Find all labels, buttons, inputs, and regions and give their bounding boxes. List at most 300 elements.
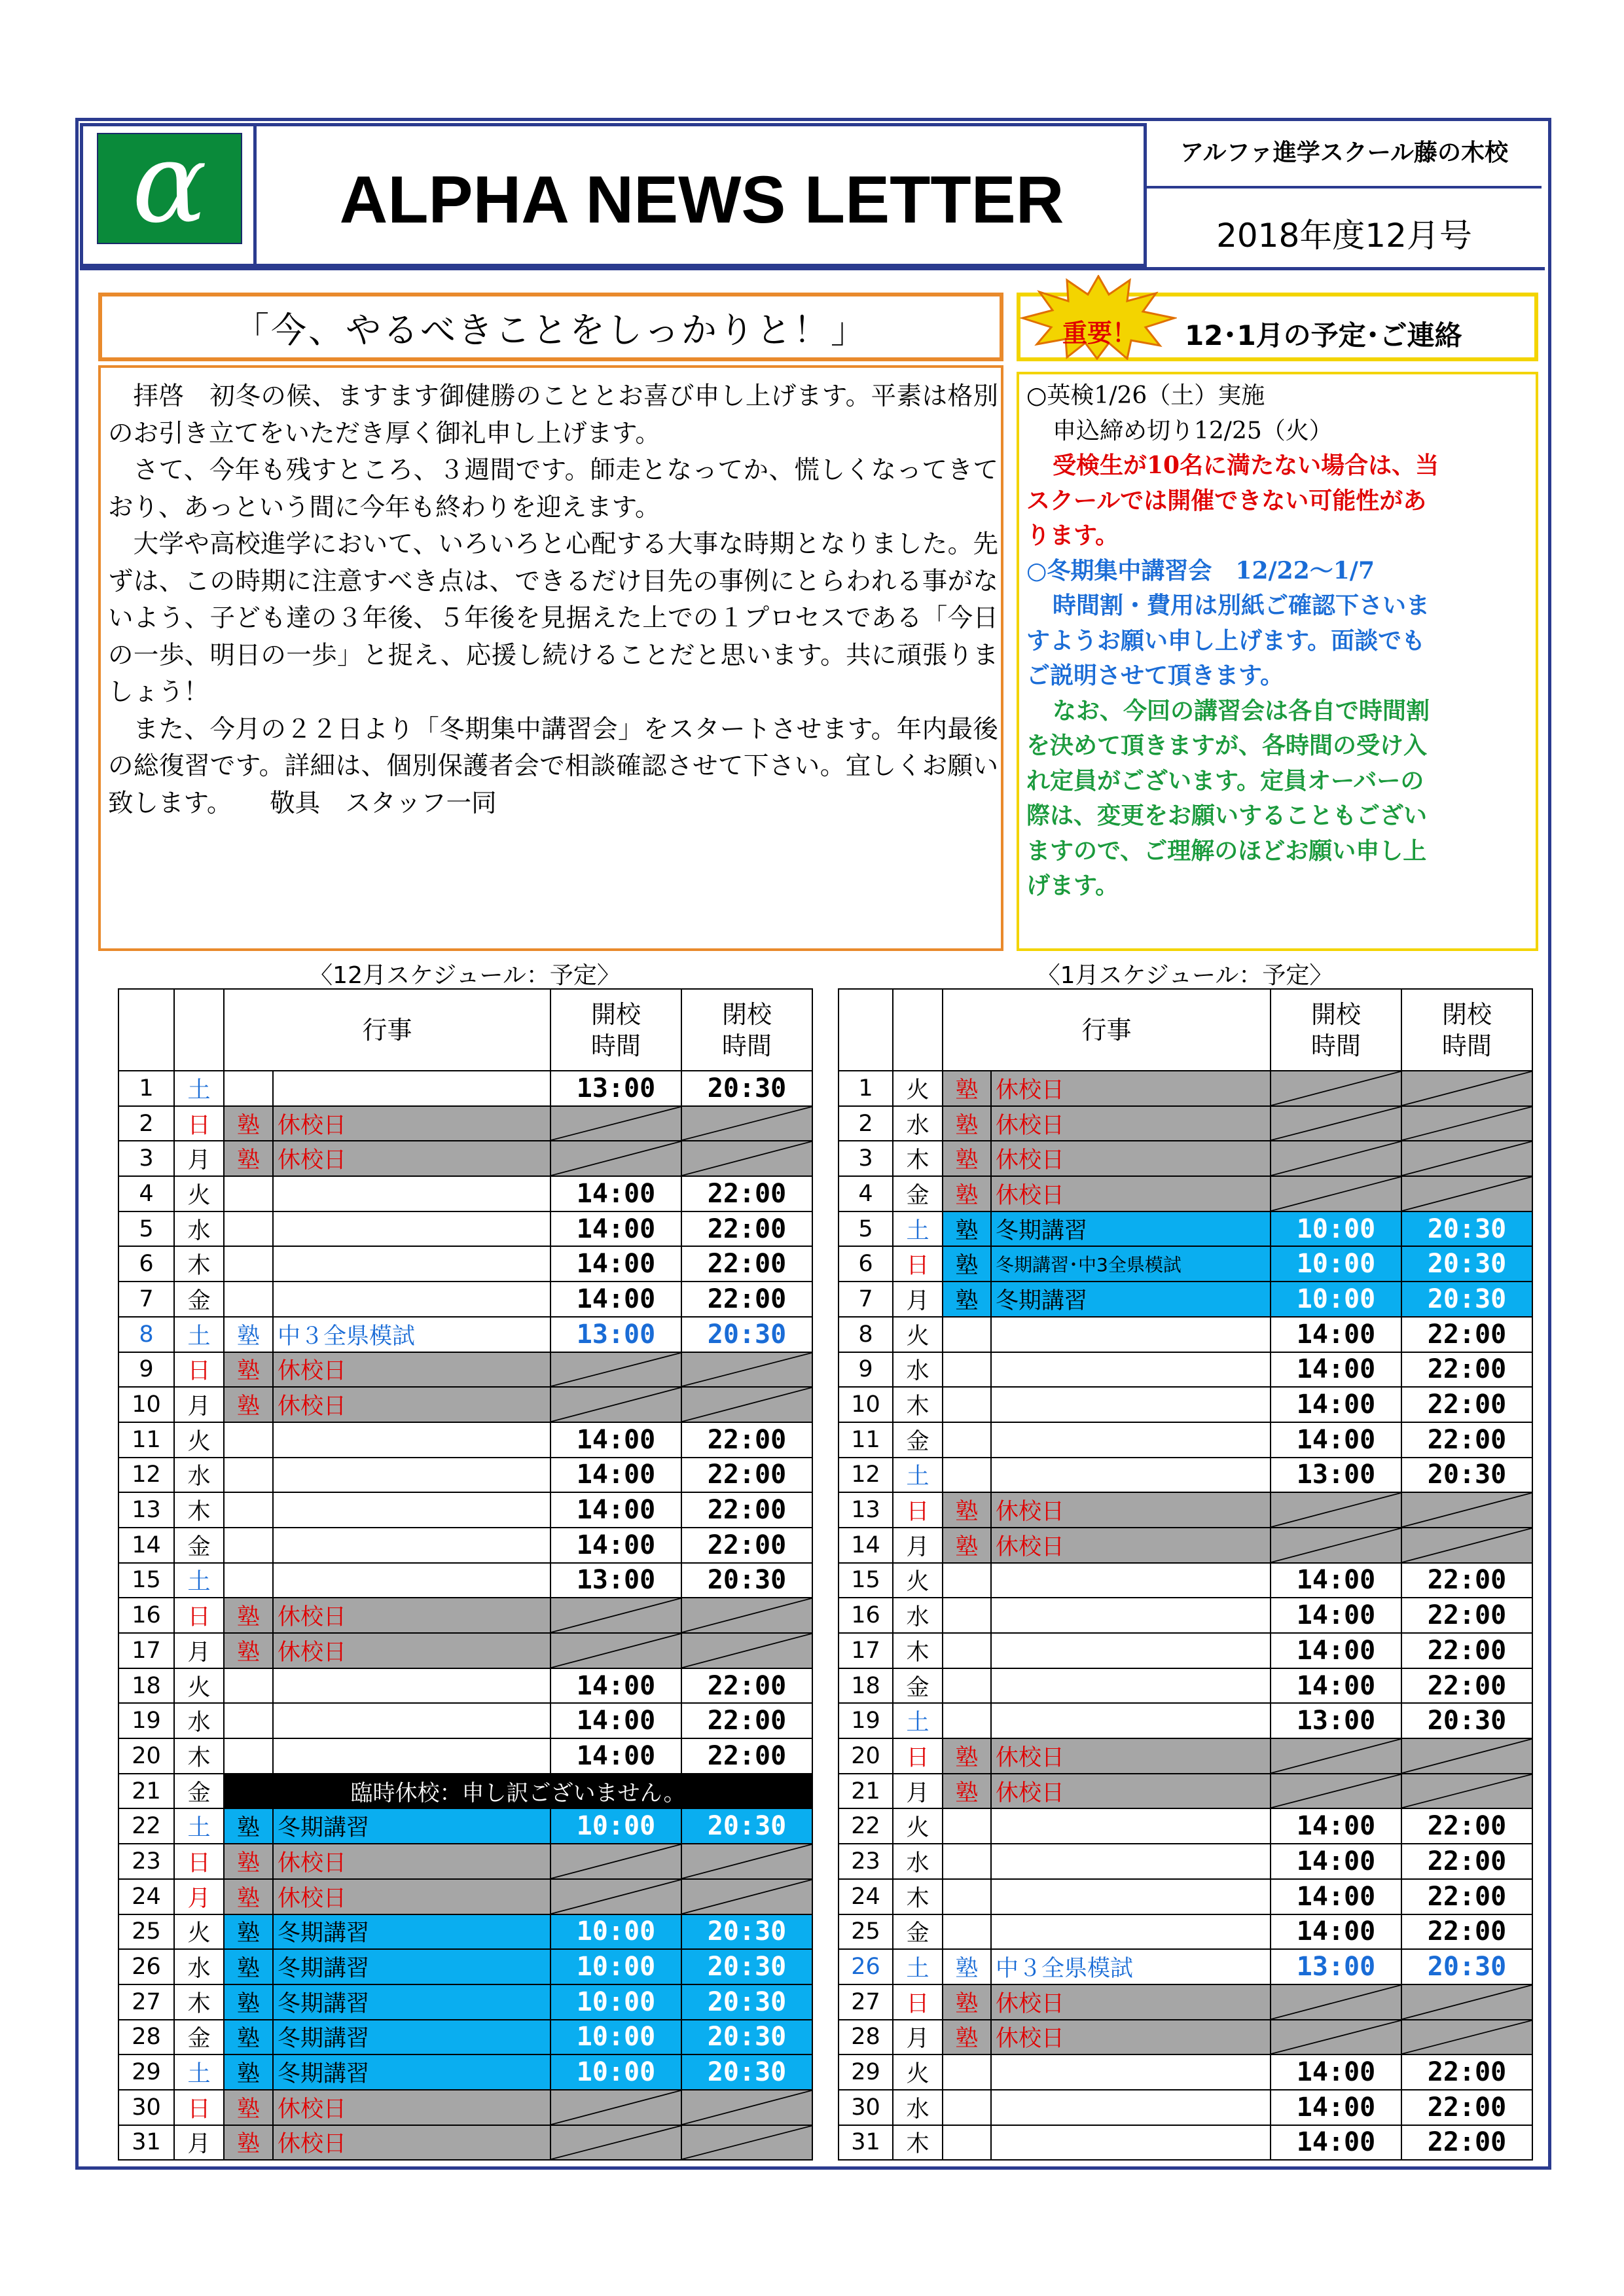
letter-paragraph: 拝啓 初冬の候、ますます御健勝のこととお喜び申し上げます。平素は格別のお引き立てをいただき厚く御礼申し上げます。 xyxy=(108,382,998,448)
header-cell-close-time: 閉校 時間 xyxy=(1401,989,1532,1071)
close-time-cell: 22:00 xyxy=(681,1282,812,1317)
juku-cell xyxy=(224,1176,273,1211)
schedule-row xyxy=(839,1598,1532,1633)
event-cell: 休校日 xyxy=(991,1106,1271,1141)
letter-paragraph: また、今月の２２日より「冬期集中講習会」をスタートさせます。年内最後の総復習です。詳細は、個別保護者会で相談確認させて下さい。宜しくお願い致します。 敬具 スタッフ一同 xyxy=(108,714,998,818)
open-time-cell xyxy=(1271,1176,1401,1211)
schedule-row xyxy=(839,1176,1532,1211)
eiken-warning: スクールでは開催できない可能性があ xyxy=(1026,486,1427,514)
close-time-cell xyxy=(681,1844,812,1879)
close-time-cell: 20:30 xyxy=(681,1984,812,2020)
schedule-row xyxy=(839,2054,1532,2090)
schedule-row xyxy=(839,1246,1532,1282)
juku-cell xyxy=(224,1071,273,1106)
event-cell xyxy=(991,1317,1271,1352)
schedule-row xyxy=(839,1738,1532,1774)
table-header-row xyxy=(839,989,1532,1071)
close-time-cell: 22:00 xyxy=(681,1738,812,1774)
event-cell xyxy=(991,2054,1271,2090)
close-time-cell: 22:00 xyxy=(1401,1563,1532,1598)
close-time-cell xyxy=(1401,1071,1532,1106)
juku-cell xyxy=(224,1738,273,1774)
date-cell: 31 xyxy=(839,2125,893,2161)
close-time-cell: 22:00 xyxy=(1401,1633,1532,1668)
juku-cell: 塾 xyxy=(224,2020,273,2055)
date-cell: 10 xyxy=(118,1387,174,1422)
open-time-cell xyxy=(550,1106,681,1141)
close-time-cell xyxy=(681,2090,812,2125)
date-cell: 12 xyxy=(839,1458,893,1493)
schedule-row xyxy=(118,1738,812,1774)
juku-cell: 塾 xyxy=(943,1984,991,2020)
open-time-cell xyxy=(550,1879,681,1914)
weekday-cell: 土 xyxy=(893,1458,943,1493)
event-cell xyxy=(273,1458,550,1493)
close-time-cell: 22:00 xyxy=(1401,2054,1532,2090)
date-cell: 1 xyxy=(118,1071,174,1106)
event-cell xyxy=(991,1844,1271,1879)
juku-cell: 塾 xyxy=(943,2020,991,2055)
open-time-cell: 14:00 xyxy=(550,1458,681,1493)
juku-cell xyxy=(224,1492,273,1528)
weekday-cell: 土 xyxy=(893,1703,943,1738)
weekday-cell: 金 xyxy=(174,2020,224,2055)
date-cell: 6 xyxy=(839,1246,893,1282)
december-caption: 〈12月スケジュール：予定〉 xyxy=(309,962,621,989)
date-cell: 26 xyxy=(118,1949,174,1984)
juku-cell: 塾 xyxy=(943,1106,991,1141)
table-header-row xyxy=(118,989,812,1071)
winter-course-info: 時間割・費用は別紙ご確認下さいま xyxy=(1053,592,1430,619)
juku-cell xyxy=(943,1633,991,1668)
weekday-cell: 木 xyxy=(174,1246,224,1282)
schedule-row xyxy=(839,1317,1532,1352)
weekday-cell: 金 xyxy=(893,1176,943,1211)
winter-course-note: を決めて頂きますが、各時間の受け入 xyxy=(1026,732,1428,759)
juku-cell xyxy=(224,1246,273,1282)
date-cell: 8 xyxy=(839,1317,893,1352)
weekday-cell: 月 xyxy=(174,1879,224,1914)
weekday-cell: 金 xyxy=(893,1422,943,1458)
schedule-row xyxy=(118,1141,812,1176)
close-time-cell: 20:30 xyxy=(681,2020,812,2055)
event-cell xyxy=(991,2125,1271,2161)
schedule-row xyxy=(839,1352,1532,1388)
issue-label: 2018年度12月号 xyxy=(1216,217,1472,255)
eiken-line: ○英検1/26（土）実施 xyxy=(1026,382,1265,409)
close-time-cell xyxy=(681,1879,812,1914)
juku-cell: 塾 xyxy=(224,1879,273,1914)
event-cell xyxy=(991,1633,1271,1668)
open-time-cell: 14:00 xyxy=(550,1422,681,1458)
date-cell: 6 xyxy=(118,1246,174,1282)
juku-cell xyxy=(943,1808,991,1844)
event-cell xyxy=(273,1211,550,1247)
open-time-cell: 14:00 xyxy=(1271,1317,1401,1352)
date-cell: 19 xyxy=(839,1703,893,1738)
schedule-row xyxy=(839,1879,1532,1914)
date-cell: 25 xyxy=(118,1914,174,1950)
event-cell: 冬期講習 xyxy=(273,1808,550,1844)
date-cell: 11 xyxy=(118,1422,174,1458)
weekday-cell: 水 xyxy=(174,1703,224,1738)
open-time-cell: 14:00 xyxy=(1271,2125,1401,2161)
schedule-row xyxy=(839,1387,1532,1422)
juku-cell xyxy=(224,1703,273,1738)
juku-cell xyxy=(943,2090,991,2125)
weekday-cell: 火 xyxy=(174,1422,224,1458)
close-time-cell: 22:00 xyxy=(681,1246,812,1282)
close-time-cell xyxy=(681,1106,812,1141)
logo-glyph: α xyxy=(132,118,208,248)
open-time-cell: 13:00 xyxy=(1271,1703,1401,1738)
date-cell: 14 xyxy=(118,1528,174,1563)
weekday-cell: 土 xyxy=(893,1949,943,1984)
open-time-cell: 10:00 xyxy=(1271,1246,1401,1282)
juku-cell: 塾 xyxy=(943,1528,991,1563)
date-cell: 3 xyxy=(118,1141,174,1176)
open-time-cell: 14:00 xyxy=(1271,1563,1401,1598)
weekday-cell: 水 xyxy=(174,1211,224,1247)
weekday-cell: 土 xyxy=(893,1211,943,1247)
open-time-cell: 13:00 xyxy=(550,1071,681,1106)
juku-cell: 塾 xyxy=(943,1738,991,1774)
juku-cell: 塾 xyxy=(224,1914,273,1950)
juku-cell xyxy=(943,1387,991,1422)
close-time-cell xyxy=(681,2125,812,2161)
schedule-row xyxy=(839,1211,1532,1247)
event-cell xyxy=(273,1246,550,1282)
date-cell: 28 xyxy=(839,2020,893,2055)
weekday-cell: 土 xyxy=(174,2054,224,2090)
juku-cell xyxy=(224,1282,273,1317)
event-cell: 中３全県模試 xyxy=(273,1317,550,1352)
schedule-row xyxy=(118,1246,812,1282)
weekday-cell: 木 xyxy=(893,1141,943,1176)
open-time-cell xyxy=(550,1141,681,1176)
open-time-cell xyxy=(550,2090,681,2125)
weekday-cell: 水 xyxy=(893,1844,943,1879)
juku-cell: 塾 xyxy=(224,2054,273,2090)
event-cell: 休校日 xyxy=(273,1633,550,1668)
schedule-row xyxy=(118,1317,812,1352)
close-time-cell xyxy=(1401,2020,1532,2055)
event-cell xyxy=(273,1703,550,1738)
event-cell: 休校日 xyxy=(273,1106,550,1141)
event-cell xyxy=(273,1738,550,1774)
close-time-cell xyxy=(681,1387,812,1422)
close-time-cell: 22:00 xyxy=(1401,2090,1532,2125)
weekday-cell: 火 xyxy=(893,1563,943,1598)
event-cell xyxy=(991,2090,1271,2125)
juku-cell xyxy=(943,1352,991,1388)
juku-cell xyxy=(224,1422,273,1458)
schedule-row xyxy=(839,1774,1532,1809)
weekday-cell: 金 xyxy=(174,1528,224,1563)
close-time-cell: 22:00 xyxy=(1401,1598,1532,1633)
open-time-cell: 14:00 xyxy=(1271,1387,1401,1422)
date-cell: 5 xyxy=(118,1211,174,1247)
event-cell: 冬期講習 xyxy=(991,1211,1271,1247)
december-schedule-table xyxy=(118,988,813,2161)
schedule-row xyxy=(118,1563,812,1598)
weekday-cell: 月 xyxy=(174,2125,224,2161)
event-cell: 休校日 xyxy=(991,1774,1271,1809)
juku-cell xyxy=(943,1879,991,1914)
juku-cell: 塾 xyxy=(943,1492,991,1528)
close-time-cell: 20:30 xyxy=(1401,1458,1532,1493)
date-cell: 23 xyxy=(118,1844,174,1879)
juku-cell xyxy=(943,1422,991,1458)
close-time-cell: 20:30 xyxy=(681,2054,812,2090)
date-cell: 20 xyxy=(839,1738,893,1774)
weekday-cell: 木 xyxy=(174,1492,224,1528)
event-cell: 休校日 xyxy=(991,1738,1271,1774)
close-time-cell: 22:00 xyxy=(1401,1317,1532,1352)
event-cell xyxy=(991,1458,1271,1493)
close-time-cell xyxy=(681,1141,812,1176)
header-cell-event: 行事 xyxy=(943,989,1271,1071)
close-time-cell xyxy=(1401,1738,1532,1774)
open-time-cell: 13:00 xyxy=(1271,1949,1401,1984)
open-time-cell: 14:00 xyxy=(550,1703,681,1738)
juku-cell: 塾 xyxy=(943,1949,991,1984)
winter-course-note: ますので、ご理解のほどお願い申し上 xyxy=(1026,836,1427,865)
open-time-cell: 14:00 xyxy=(1271,1879,1401,1914)
schedule-row xyxy=(118,1879,812,1914)
weekday-cell: 水 xyxy=(893,1352,943,1388)
schedule-row xyxy=(839,2125,1532,2161)
weekday-cell: 水 xyxy=(893,2090,943,2125)
event-cell xyxy=(273,1668,550,1704)
event-cell: 休校日 xyxy=(273,1844,550,1879)
event-cell xyxy=(991,1598,1271,1633)
schedule-row xyxy=(839,1071,1532,1106)
schedule-row xyxy=(839,1141,1532,1176)
weekday-cell: 水 xyxy=(174,1949,224,1984)
close-time-cell: 20:30 xyxy=(681,1563,812,1598)
header-cell-event: 行事 xyxy=(224,989,550,1071)
date-cell: 11 xyxy=(839,1422,893,1458)
date-cell: 17 xyxy=(839,1633,893,1668)
open-time-cell: 14:00 xyxy=(550,1738,681,1774)
close-time-cell xyxy=(1401,1774,1532,1809)
juku-cell: 塾 xyxy=(224,1106,273,1141)
weekday-cell: 土 xyxy=(174,1317,224,1352)
weekday-cell: 月 xyxy=(174,1387,224,1422)
close-time-cell xyxy=(1401,1528,1532,1563)
eiken-deadline: 申込締め切り12/25（火） xyxy=(1053,417,1333,444)
schedule-row xyxy=(839,1668,1532,1704)
juku-cell xyxy=(224,1458,273,1493)
header-cell-open-time: 開校 時間 xyxy=(1271,989,1401,1071)
date-cell: 29 xyxy=(118,2054,174,2090)
greeting-letter xyxy=(108,378,998,822)
weekday-cell: 日 xyxy=(893,1246,943,1282)
event-cell: 休校日 xyxy=(273,2090,550,2125)
open-time-cell: 14:00 xyxy=(550,1211,681,1247)
schedule-row xyxy=(118,1949,812,1984)
open-time-cell: 14:00 xyxy=(550,1176,681,1211)
winter-course-note: なお、今回の講習会は各自で時間割 xyxy=(1053,696,1430,725)
schedule-row xyxy=(118,1528,812,1563)
weekday-cell: 水 xyxy=(893,1106,943,1141)
event-cell xyxy=(991,1808,1271,1844)
close-time-cell: 22:00 xyxy=(1401,1668,1532,1704)
open-time-cell: 14:00 xyxy=(1271,1422,1401,1458)
juku-cell: 塾 xyxy=(943,1141,991,1176)
close-time-cell: 22:00 xyxy=(1401,1387,1532,1422)
weekday-cell: 木 xyxy=(174,1738,224,1774)
juku-cell xyxy=(943,1317,991,1352)
close-time-cell: 20:30 xyxy=(1401,1703,1532,1738)
open-time-cell: 10:00 xyxy=(550,1984,681,2020)
event-cell: 冬期講習･中3全県模試 xyxy=(991,1246,1271,1282)
schedule-row xyxy=(118,1211,812,1247)
weekday-cell: 月 xyxy=(893,1774,943,1809)
date-cell: 24 xyxy=(118,1879,174,1914)
open-time-cell xyxy=(1271,1141,1401,1176)
close-time-cell xyxy=(1401,1106,1532,1141)
date-cell: 29 xyxy=(839,2054,893,2090)
weekday-cell: 火 xyxy=(893,1808,943,1844)
date-cell: 18 xyxy=(118,1668,174,1704)
juku-cell: 塾 xyxy=(224,1387,273,1422)
date-cell: 4 xyxy=(118,1176,174,1211)
close-time-cell: 22:00 xyxy=(681,1458,812,1493)
important-badge: 重要！ xyxy=(1062,319,1137,348)
schedule-row xyxy=(118,1071,812,1106)
juku-cell xyxy=(224,1211,273,1247)
schedule-row xyxy=(839,1808,1532,1844)
open-time-cell: 10:00 xyxy=(550,2054,681,2090)
weekday-cell: 木 xyxy=(893,1633,943,1668)
schedule-row xyxy=(118,2054,812,2090)
event-cell xyxy=(273,1071,550,1106)
event-cell: 冬期講習 xyxy=(991,1282,1271,1317)
date-cell: 2 xyxy=(118,1106,174,1141)
juku-cell: 塾 xyxy=(224,1141,273,1176)
schedule-row xyxy=(839,1949,1532,1984)
schedule-row xyxy=(839,1106,1532,1141)
juku-cell xyxy=(224,1528,273,1563)
date-cell: 8 xyxy=(118,1317,174,1352)
schedule-row xyxy=(118,1492,812,1528)
schedule-row xyxy=(839,1844,1532,1879)
weekday-cell: 土 xyxy=(174,1808,224,1844)
date-cell: 19 xyxy=(118,1703,174,1738)
event-cell xyxy=(273,1492,550,1528)
event-cell: 休校日 xyxy=(273,2125,550,2161)
date-cell: 26 xyxy=(839,1949,893,1984)
open-time-cell: 14:00 xyxy=(550,1246,681,1282)
schedule-row xyxy=(839,1492,1532,1528)
event-cell: 休校日 xyxy=(273,1387,550,1422)
open-time-cell xyxy=(550,2125,681,2161)
event-cell xyxy=(991,1422,1271,1458)
date-cell: 12 xyxy=(118,1458,174,1493)
event-cell: 休校日 xyxy=(991,1528,1271,1563)
schedule-row xyxy=(118,1176,812,1211)
schedule-row xyxy=(839,2020,1532,2055)
date-cell: 4 xyxy=(839,1176,893,1211)
weekday-cell: 日 xyxy=(174,1352,224,1388)
eiken-warning: 受検生が10名に満たない場合は、当 xyxy=(1053,452,1439,479)
weekday-cell: 火 xyxy=(174,1176,224,1211)
date-cell: 22 xyxy=(118,1808,174,1844)
date-cell: 30 xyxy=(839,2090,893,2125)
event-cell: 休校日 xyxy=(991,1176,1271,1211)
juku-cell: 塾 xyxy=(224,1317,273,1352)
open-time-cell xyxy=(1271,1984,1401,2020)
schedule-row xyxy=(118,2125,812,2161)
close-time-cell: 22:00 xyxy=(1401,1914,1532,1950)
close-time-cell xyxy=(1401,1176,1532,1211)
date-cell: 21 xyxy=(118,1774,174,1809)
event-cell xyxy=(991,1563,1271,1598)
close-time-cell: 22:00 xyxy=(681,1528,812,1563)
event-cell xyxy=(991,1879,1271,1914)
open-time-cell xyxy=(550,1844,681,1879)
schedule-row xyxy=(839,1633,1532,1668)
close-time-cell: 22:00 xyxy=(681,1211,812,1247)
schedule-row xyxy=(839,1458,1532,1493)
event-cell: 冬期講習 xyxy=(273,1914,550,1950)
date-cell: 2 xyxy=(839,1106,893,1141)
weekday-cell: 金 xyxy=(174,1282,224,1317)
date-cell: 13 xyxy=(118,1492,174,1528)
schedule-row xyxy=(839,1984,1532,2020)
schedule-row xyxy=(118,2020,812,2055)
date-cell: 27 xyxy=(118,1984,174,2020)
open-time-cell: 14:00 xyxy=(550,1528,681,1563)
weekday-cell: 月 xyxy=(893,1528,943,1563)
weekday-cell: 木 xyxy=(893,1879,943,1914)
close-time-cell: 22:00 xyxy=(681,1176,812,1211)
close-time-cell: 20:30 xyxy=(681,1949,812,1984)
close-time-cell xyxy=(681,1352,812,1388)
schedule-row xyxy=(118,1844,812,1879)
winter-course-note: れ定員がございます。定員オーバーの xyxy=(1026,766,1424,795)
date-cell: 17 xyxy=(118,1633,174,1668)
juku-cell xyxy=(943,1914,991,1950)
juku-cell xyxy=(943,2054,991,2090)
date-cell: 14 xyxy=(839,1528,893,1563)
open-time-cell: 10:00 xyxy=(550,1914,681,1950)
event-cell xyxy=(991,1703,1271,1738)
closure-notice-cell: 臨時休校：申し訳ございません。 xyxy=(224,1774,812,1809)
open-time-cell: 10:00 xyxy=(550,2020,681,2055)
close-time-cell xyxy=(681,1598,812,1633)
date-cell: 15 xyxy=(118,1563,174,1598)
event-cell: 冬期講習 xyxy=(273,2020,550,2055)
date-cell: 28 xyxy=(118,2020,174,2055)
event-cell: 休校日 xyxy=(991,2020,1271,2055)
weekday-cell: 日 xyxy=(893,1492,943,1528)
schedule-header-title: 12･1月の予定･ご連絡 xyxy=(1185,319,1462,351)
open-time-cell: 14:00 xyxy=(1271,1352,1401,1388)
open-time-cell: 13:00 xyxy=(550,1563,681,1598)
schedule-row xyxy=(118,1668,812,1704)
winter-course-info: すようお願い申し上げます。面談でも xyxy=(1026,626,1426,655)
schedule-row xyxy=(118,1914,812,1950)
school-name: アルファ進学スクール藤の木校 xyxy=(1180,139,1509,166)
header-cell-open-time: 開校 時間 xyxy=(550,989,681,1071)
close-time-cell: 20:30 xyxy=(681,1914,812,1950)
date-cell: 7 xyxy=(118,1282,174,1317)
schedule-row xyxy=(118,1458,812,1493)
open-time-cell: 14:00 xyxy=(1271,1914,1401,1950)
